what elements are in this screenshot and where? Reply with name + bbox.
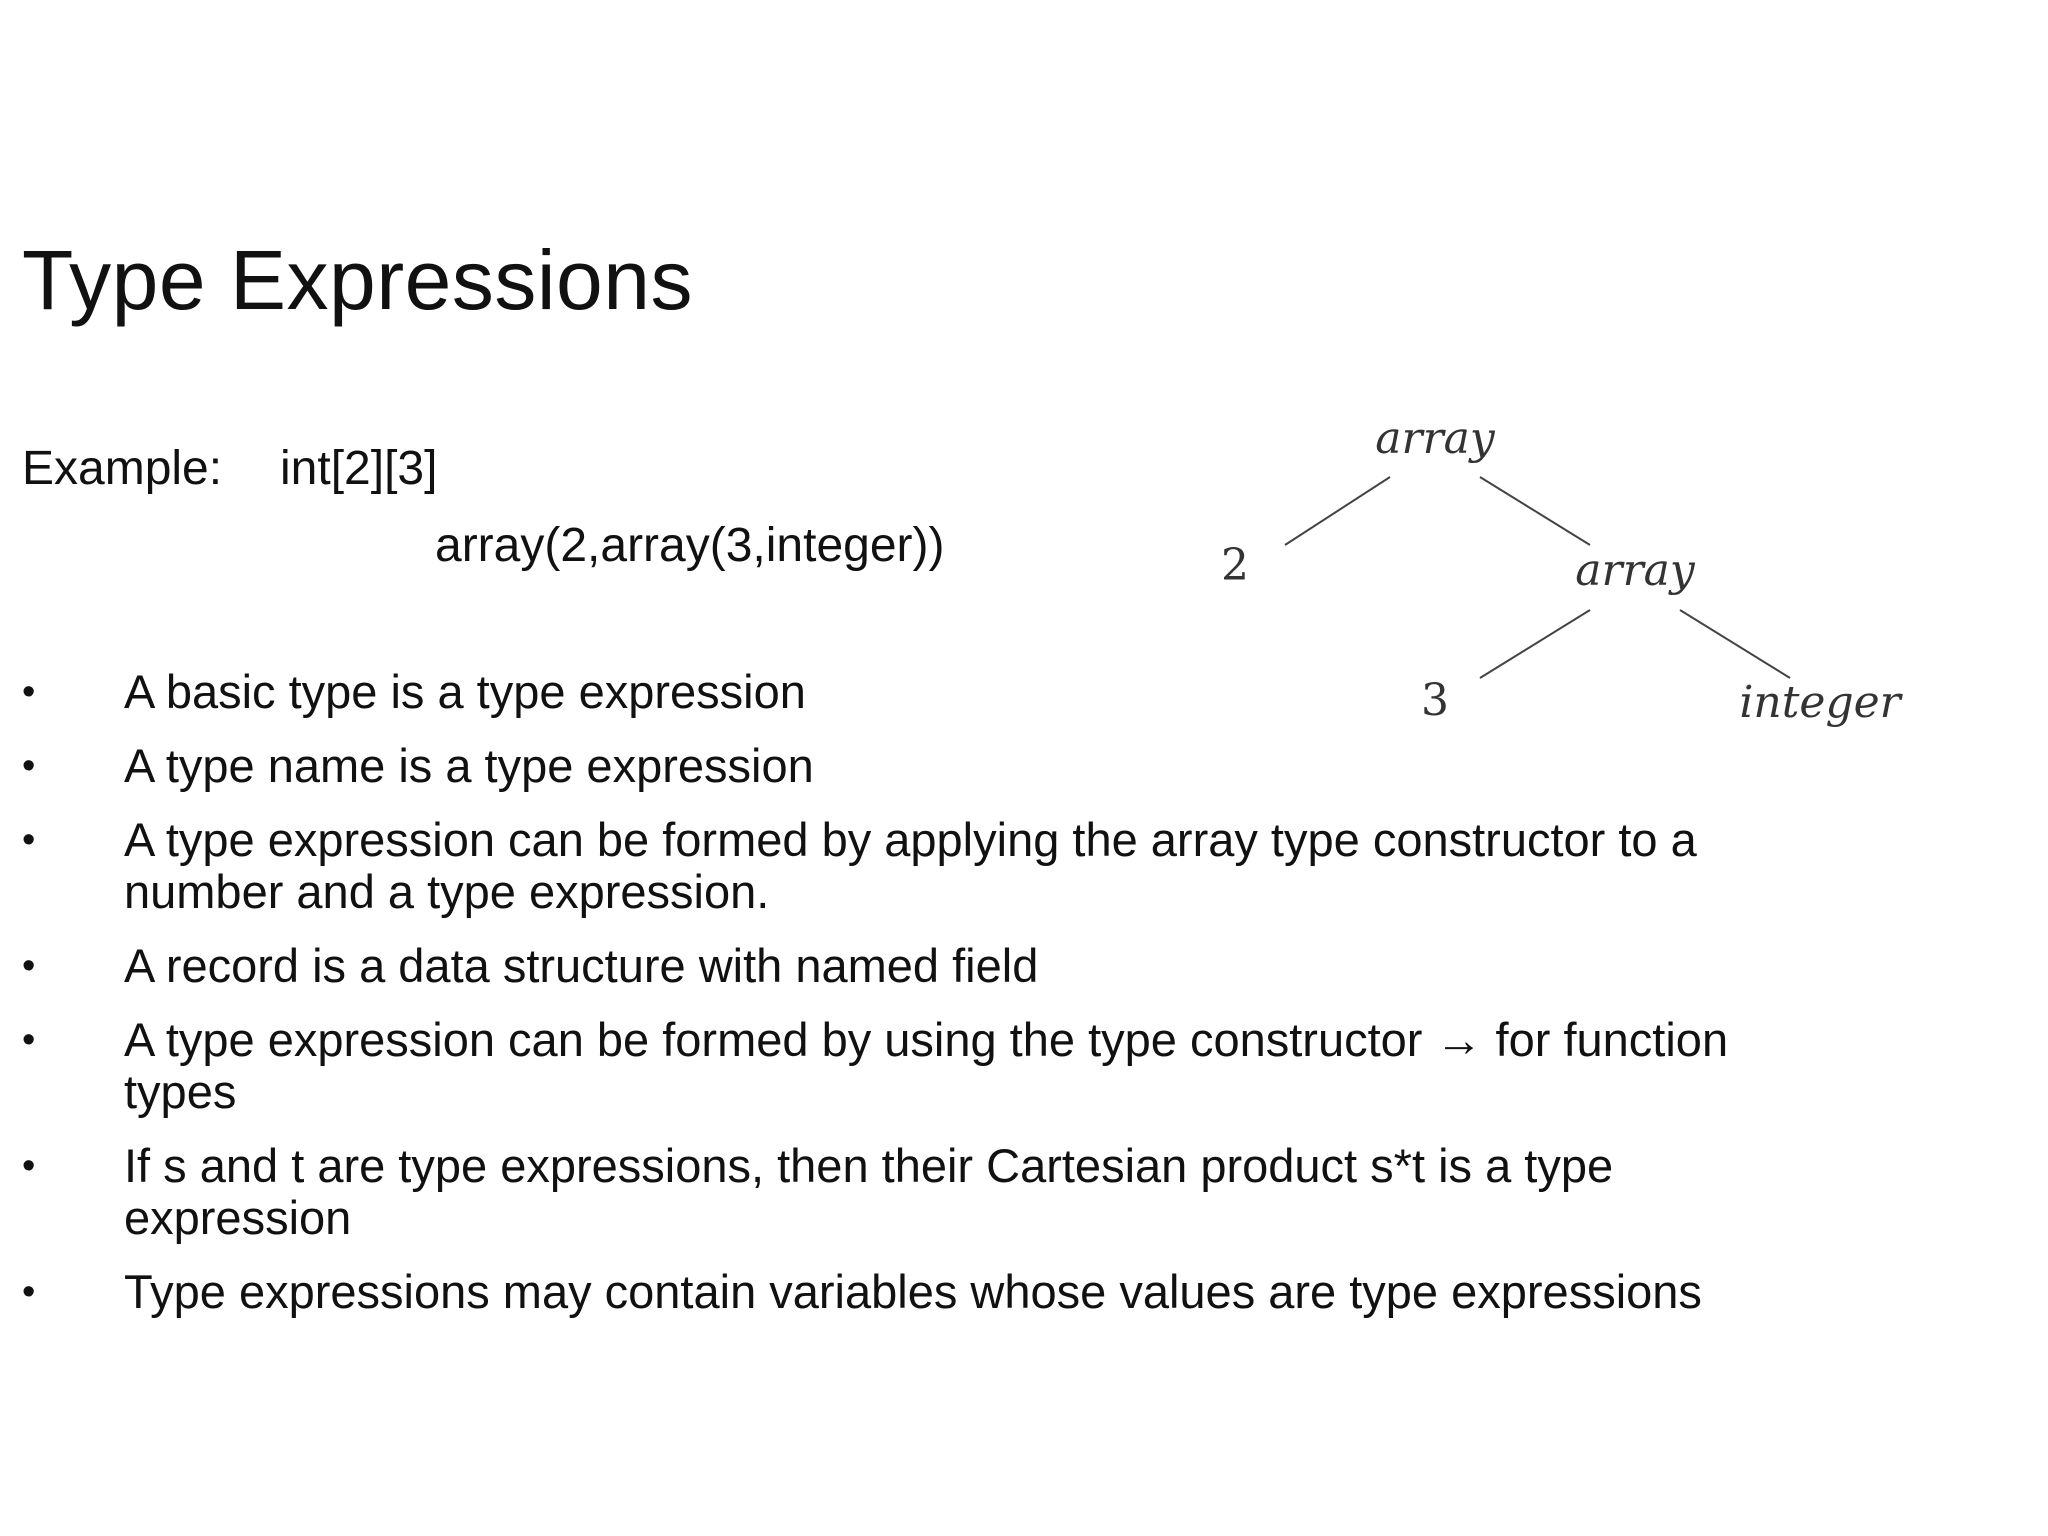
tree-node-root: array — [1375, 413, 1495, 464]
example-row — [22, 442, 438, 495]
bullet-text: Type expressions may contain variables whose values are type expressions — [124, 1265, 1702, 1318]
bullet-text: A type expression can be formed by applying the array type constructor to a number and a type expression. — [124, 813, 1697, 918]
bullet-text: A record is a data structure with named field — [124, 939, 1039, 992]
bullet-marker: • — [22, 1145, 36, 1187]
bullet-marker: • — [22, 1019, 36, 1061]
bullet-text: If s and t are type expressions, then their Cartesian product s*t is a type expression — [124, 1139, 1614, 1244]
slide-title: Type Expressions — [22, 233, 693, 327]
example-type-expression: array(2,array(3,integer)) — [435, 519, 945, 572]
bullet-item — [22, 814, 1842, 918]
bullet-marker: • — [22, 1271, 36, 1313]
bullet-text: A type expression can be formed by using the type constructor → for function types — [124, 1013, 1729, 1118]
bullet-text: A type name is a type expression — [124, 739, 814, 792]
example-declaration: int[2][3] — [280, 442, 438, 495]
tree-edge-root-right — [1480, 477, 1590, 545]
tree-edge-root-left — [1285, 477, 1390, 545]
bullet-marker: • — [22, 745, 36, 787]
bullet-item — [22, 940, 1842, 992]
bullet-item — [22, 666, 1842, 718]
tree-node-inner-left: 3 — [1421, 675, 1449, 726]
tree-node-inner-right: integer — [1739, 677, 1901, 728]
example-label: Example: — [22, 442, 223, 495]
bullet-item — [22, 1014, 1842, 1118]
bullet-marker: • — [22, 945, 36, 987]
bullet-item — [22, 1266, 1842, 1318]
tree-node-inner: array — [1575, 545, 1695, 596]
bullet-text: A basic type is a type expression — [124, 665, 806, 718]
bullet-list — [22, 666, 1842, 1340]
bullet-item — [22, 1140, 1842, 1244]
bullet-marker: • — [22, 819, 36, 861]
bullet-item — [22, 740, 1842, 792]
bullet-marker: • — [22, 671, 36, 713]
tree-node-left-leaf: 2 — [1221, 540, 1249, 591]
